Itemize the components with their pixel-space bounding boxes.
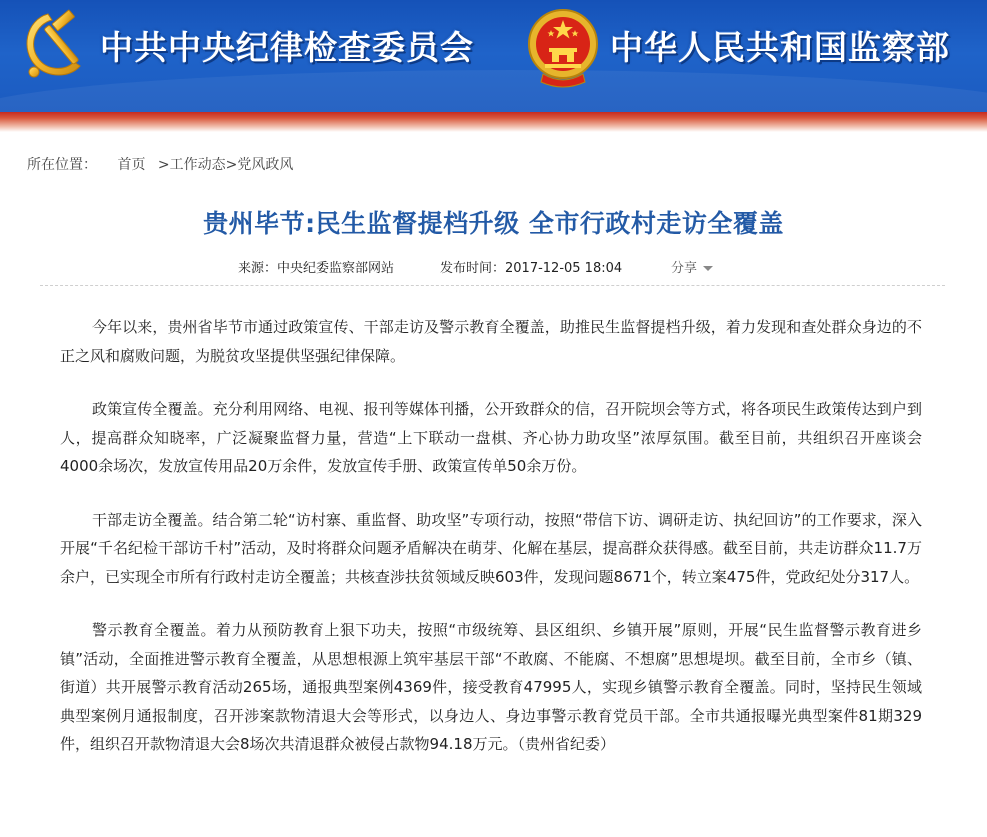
breadcrumb bbox=[27, 155, 293, 175]
breadcrumb-subsection-link[interactable]: 党风政风 bbox=[237, 157, 294, 173]
article-divider bbox=[40, 285, 945, 286]
share-button[interactable] bbox=[671, 260, 713, 278]
header-red-band bbox=[0, 112, 987, 132]
site-header bbox=[0, 0, 987, 118]
article-paragraph: 政策宣传全覆盖。充分利用网络、电视、报刊等媒体刊播，公开致群众的信，召开院坝会等方式，将各项民生政策传达到户到人，提高群众知晓率，广泛凝聚监督力量，营造“上下联动一盘棋、齐心协力助攻坚”浓厚氛围。截至目前，共组织召开座谈会4000余场次，发放宣传用品20万余件，发放宣传手册、政策宣传单50余万份。 bbox=[60, 400, 922, 475]
article-title: 贵州毕节:民生监督提档升级 全市行政村走访全覆盖 bbox=[203, 209, 784, 238]
breadcrumb-home-link[interactable]: 首页 bbox=[117, 157, 146, 173]
breadcrumb-separator: > bbox=[157, 157, 170, 173]
org-name-supervision-ministry: 中华人民共和国监察部 bbox=[610, 28, 950, 67]
breadcrumb-separator: > bbox=[225, 157, 238, 173]
article-body bbox=[60, 313, 922, 784]
national-emblem-icon bbox=[525, 4, 601, 88]
article-paragraph: 警示教育全覆盖。着力从预防教育上狠下功夫，按照“市级统筹、县区组织、乡镇开展”原则，开展“民生监督警示教育进乡镇”活动，全面推进警示教育全覆盖，从思想根源上筑牢基层干部“不敢腐、不能腐、不想腐”思想堤坝。截至目前，全市乡（镇、街道）共开展警示教育活动265场，通报典型案例4369件，接受教育47995人，实现乡镇警示教育全覆盖。同时，坚持民生领域典型案例月通报制度，召开涉案款物清退大会等形式，以身边人、身边事警示教育党员干部。全市共通报曝光典型案件81期329件，组织召开款物清退大会8场次共清退群众被侵占款物94.18万元。（贵州省纪委） bbox=[60, 621, 922, 753]
article-publish-time: 发布时间：2017-12-05 18:04 bbox=[440, 261, 623, 276]
breadcrumb-section-link[interactable]: 工作动态 bbox=[169, 157, 226, 173]
article-source: 来源：中央纪委监察部网站 bbox=[238, 261, 395, 276]
header-decoration bbox=[0, 70, 987, 118]
party-emblem-icon bbox=[14, 6, 94, 86]
chevron-down-icon bbox=[703, 266, 713, 271]
breadcrumb-lead: 所在位置： bbox=[27, 157, 97, 173]
article-paragraph: 今年以来，贵州省毕节市通过政策宣传、干部走访及警示教育全覆盖，助推民生监督提档升级，着力发现和查处群众身边的不正之风和腐败问题，为脱贫攻坚提供坚强纪律保障。 bbox=[60, 318, 922, 365]
org-name-discipline-commission: 中共中央纪律检查委员会 bbox=[100, 28, 474, 67]
article-paragraph: 干部走访全覆盖。结合第二轮“访村寨、重监督、助攻坚”专项行动，按照“带信下访、调研走访、执纪回访”的工作要求，深入开展“千名纪检干部访千村”活动，及时将群众问题矛盾解决在萌芽、化解在基层，提高群众获得感。截至目前，共走访群众11.7万余户，已实现全市所有行政村走访全覆盖；共核查涉扶贫领域反映603件，发现问题8671个，转立案475件，党政纪处分317人。 bbox=[60, 510, 922, 586]
share-label: 分享 bbox=[671, 261, 698, 276]
